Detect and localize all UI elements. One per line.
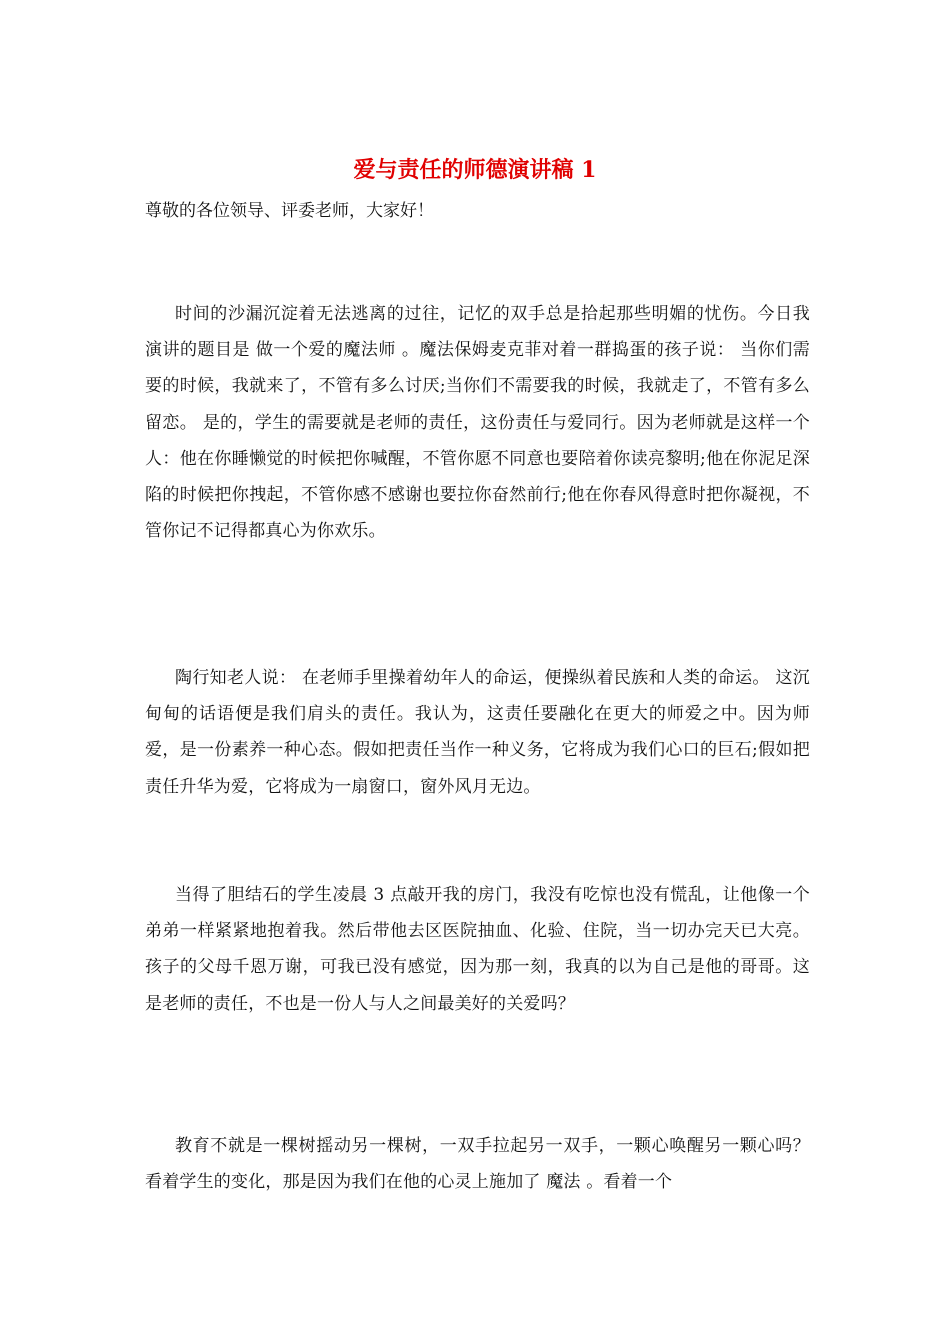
greeting-line: 尊敬的各位领导、评委老师，大家好！ xyxy=(145,201,434,221)
paragraph-4: 教育不就是一棵树摇动另一棵树，一双手拉起另一双手，一颗心唤醒另一颗心吗？看着学生的变化，那是因为我们在他的心灵上施加了 魔法 。看着一个 xyxy=(145,1136,810,1193)
paragraph-1: 时间的沙漏沉淀着无法逃离的过往，记忆的双手总是拾起那些明媚的忧伤。今日我演讲的题目是 做一个爱的魔法师 。魔法保姆麦克菲对着一群捣蛋的孩子说： 当你们需要的时候，我就来了，不管有多么讨厌;当你们不需要我的时候，我就走了，不管有多么留恋。 是的，学生的需要就是老师的责任，这份责任与爱同行。因为老师就是这样一个人：他在你睡懒觉的时候把你喊醒，不管你愿不同意也要陪着你读亮黎明;他在你泥足深陷的时候把你拽起，不管你感不感谢也要拉你奋然前行;他在你春风得意时把你凝视，不管你记不记得都真心为你欢乐。 xyxy=(145,304,810,542)
paragraph-2: 陶行知老人说： 在老师手里操着幼年人的命运，便操纵着民族和人类的命运。 这沉甸甸的话语便是我们肩头的责任。我认为，这责任要融化在更大的师爱之中。因为师爱，是一份素养一种心态。假如把责任当作一种义务，它将成为我们心口的巨石;假如把责任升华为爱，它将成为一扇窗口，窗外风月无边。 xyxy=(145,668,810,797)
paragraph-3: 当得了胆结石的学生凌晨 3 点敲开我的房门，我没有吃惊也没有慌乱，让他像一个弟弟一样紧紧地抱着我。然后带他去区医院抽血、化验、住院，当一切办完天已大亮。孩子的父母千恩万谢，可我已没有感觉，因为那一刻，我真的以为自己是他的哥哥。这是老师的责任，不也是一份人与人之间最美好的关爱吗？ xyxy=(145,885,810,1014)
document-title: 爱与责任的师德演讲稿 1 xyxy=(353,157,597,183)
